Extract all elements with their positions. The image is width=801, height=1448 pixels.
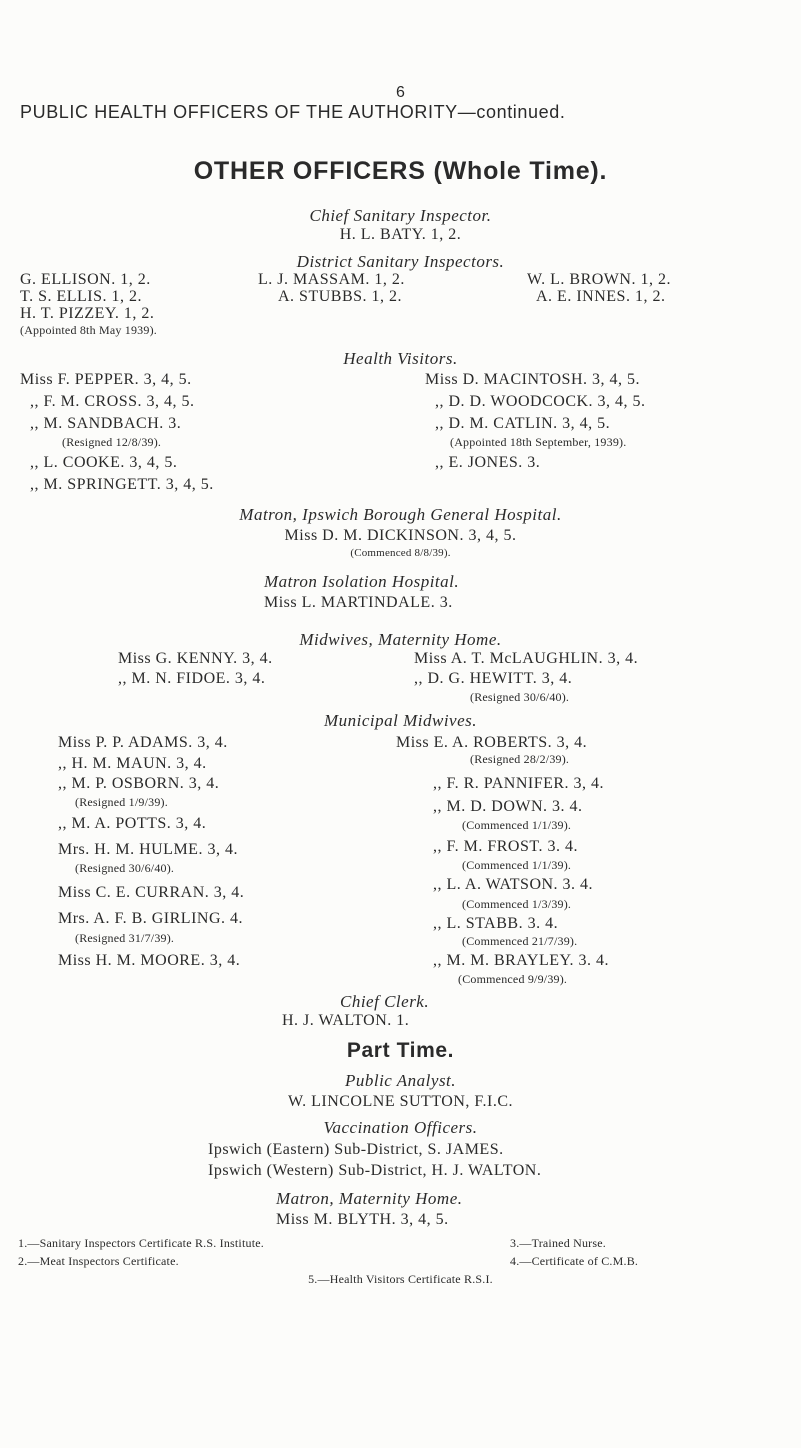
health-visitor: ,, L. COOKE. 3, 4, 5.: [30, 454, 178, 471]
public-analyst-name: W. LINCOLNE SUTTON, F.I.C.: [287, 1093, 514, 1110]
matron-general-note: (Commenced 8/8/39).: [350, 547, 451, 559]
district-inspector: A. STUBBS. 1, 2.: [278, 288, 403, 305]
municipal-midwife-note: (Resigned 28/2/39).: [470, 752, 570, 766]
district-inspector: H. T. PIZZEY. 1, 2.: [20, 305, 155, 322]
health-visitor: ,, F. M. CROSS. 3, 4, 5.: [30, 393, 195, 410]
municipal-midwife-note: (Resigned 31/7/39).: [75, 931, 175, 945]
municipal-midwife: Miss H. M. MOORE. 3, 4.: [58, 952, 241, 969]
municipal-midwife: ,, M. A. POTTS. 3, 4.: [58, 815, 207, 832]
municipal-midwife: Mrs. A. F. B. GIRLING. 4.: [58, 910, 244, 927]
municipal-midwife: ,, M. D. DOWN. 3. 4.: [433, 798, 583, 815]
district-inspector: W. L. BROWN. 1, 2.: [527, 271, 671, 288]
vaccination-officers-heading: Vaccination Officers.: [323, 1118, 478, 1137]
health-visitor: Miss F. PEPPER. 3, 4, 5.: [20, 371, 192, 388]
municipal-midwife: Miss C. E. CURRAN. 3, 4.: [58, 884, 245, 901]
municipal-midwife: Mrs. H. M. HULME. 3, 4.: [58, 841, 238, 858]
maternity-midwife: Miss G. KENNY. 3, 4.: [118, 650, 273, 667]
municipal-midwife-note: (Commenced 1/1/39).: [462, 858, 572, 872]
municipal-midwife: Miss P. P. ADAMS. 3, 4.: [58, 734, 228, 751]
municipal-midwife: ,, F. R. PANNIFER. 3, 4.: [433, 775, 605, 792]
maternity-midwife: Miss A. T. McLAUGHLIN. 3, 4.: [414, 650, 639, 667]
footnote: 3.—Trained Nurse.: [510, 1236, 606, 1250]
page-number: 6: [396, 84, 405, 101]
municipal-midwife: ,, M. P. OSBORN. 3, 4.: [58, 775, 220, 792]
matron-isolation-name: Miss L. MARTINDALE. 3.: [264, 594, 453, 611]
municipal-midwife: ,, L. STABB. 3. 4.: [433, 915, 559, 932]
chief-clerk-name: H. J. WALTON. 1.: [282, 1012, 410, 1029]
midwives-maternity-heading: Midwives, Maternity Home.: [299, 630, 502, 649]
vaccination-officer: Ipswich (Western) Sub-District, H. J. WALTON.: [208, 1162, 542, 1179]
matron-maternity-heading: Matron, Maternity Home.: [276, 1189, 463, 1208]
municipal-midwife-note: (Commenced 9/9/39).: [458, 972, 568, 986]
maternity-midwife: ,, M. N. FIDOE. 3, 4.: [118, 670, 266, 687]
maternity-midwife: ,, D. G. HEWITT. 3, 4.: [414, 670, 573, 687]
part-time-title: Part Time.: [346, 1039, 455, 1062]
health-visitors-heading: Health Visitors.: [343, 349, 458, 368]
health-visitor: ,, D. M. CATLIN. 3, 4, 5.: [435, 415, 611, 432]
chief-clerk-heading: Chief Clerk.: [340, 992, 430, 1011]
matron-maternity-name: Miss M. BLYTH. 3, 4, 5.: [276, 1211, 449, 1228]
district-inspector-note: (Appointed 8th May 1939).: [20, 323, 157, 337]
municipal-midwife-note: (Commenced 1/1/39).: [462, 818, 572, 832]
health-visitor: ,, M. SANDBACH. 3.: [30, 415, 182, 432]
matron-general-name: Miss D. M. DICKINSON. 3, 4, 5.: [284, 527, 517, 544]
footnote: 1.—Sanitary Inspectors Certificate R.S. Institute.: [18, 1236, 264, 1250]
health-visitor: ,, D. D. WOODCOCK. 3, 4, 5.: [435, 393, 646, 410]
district-inspector: G. ELLISON. 1, 2.: [20, 271, 151, 288]
footnote: 2.—Meat Inspectors Certificate.: [18, 1254, 179, 1268]
health-visitor-note: (Resigned 12/8/39).: [62, 435, 162, 449]
municipal-midwife: ,, H. M. MAUN. 3, 4.: [58, 755, 207, 772]
matron-general-heading: Matron, Ipswich Borough General Hospital.: [239, 505, 562, 524]
municipal-midwife: Miss E. A. ROBERTS. 3, 4.: [396, 734, 588, 751]
chief-sanitary-inspector-heading: Chief Sanitary Inspector.: [309, 206, 492, 225]
municipal-midwife: ,, M. M. BRAYLEY. 3. 4.: [433, 952, 609, 969]
district-inspector: A. E. INNES. 1, 2.: [536, 288, 666, 305]
health-visitor-note: (Appointed 18th September, 1939).: [450, 435, 627, 449]
district-inspectors-heading: District Sanitary Inspectors.: [296, 252, 505, 271]
municipal-midwife-note: (Resigned 30/6/40).: [75, 861, 175, 875]
health-visitor: Miss D. MACINTOSH. 3, 4, 5.: [425, 371, 641, 388]
municipal-midwife-note: (Resigned 1/9/39).: [75, 795, 168, 809]
running-header: PUBLIC HEALTH OFFICERS OF THE AUTHORITY—continued.: [20, 102, 566, 122]
vaccination-officer: Ipswich (Eastern) Sub-District, S. JAMES.: [208, 1141, 504, 1158]
district-inspector: L. J. MASSAM. 1, 2.: [258, 271, 405, 288]
municipal-midwife: ,, L. A. WATSON. 3. 4.: [433, 876, 594, 893]
public-analyst-heading: Public Analyst.: [344, 1071, 457, 1090]
footnote: 4.—Certificate of C.M.B.: [510, 1254, 639, 1268]
health-visitor: ,, E. JONES. 3.: [435, 454, 541, 471]
chief-sanitary-inspector-name: H. L. BATY. 1, 2.: [339, 226, 462, 243]
municipal-midwife-note: (Commenced 21/7/39).: [462, 934, 578, 948]
municipal-midwives-heading: Municipal Midwives.: [323, 711, 478, 730]
municipal-midwife: ,, F. M. FROST. 3. 4.: [433, 838, 578, 855]
section-title: OTHER OFFICERS (Whole Time).: [193, 157, 608, 185]
district-inspector: T. S. ELLIS. 1, 2.: [20, 288, 143, 305]
matron-isolation-heading: Matron Isolation Hospital.: [264, 572, 460, 591]
municipal-midwife-note: (Commenced 1/3/39).: [462, 897, 572, 911]
health-visitor: ,, M. SPRINGETT. 3, 4, 5.: [30, 476, 214, 493]
footnote: 5.—Health Visitors Certificate R.S.I.: [308, 1272, 493, 1286]
maternity-midwife-note: (Resigned 30/6/40).: [470, 690, 570, 704]
